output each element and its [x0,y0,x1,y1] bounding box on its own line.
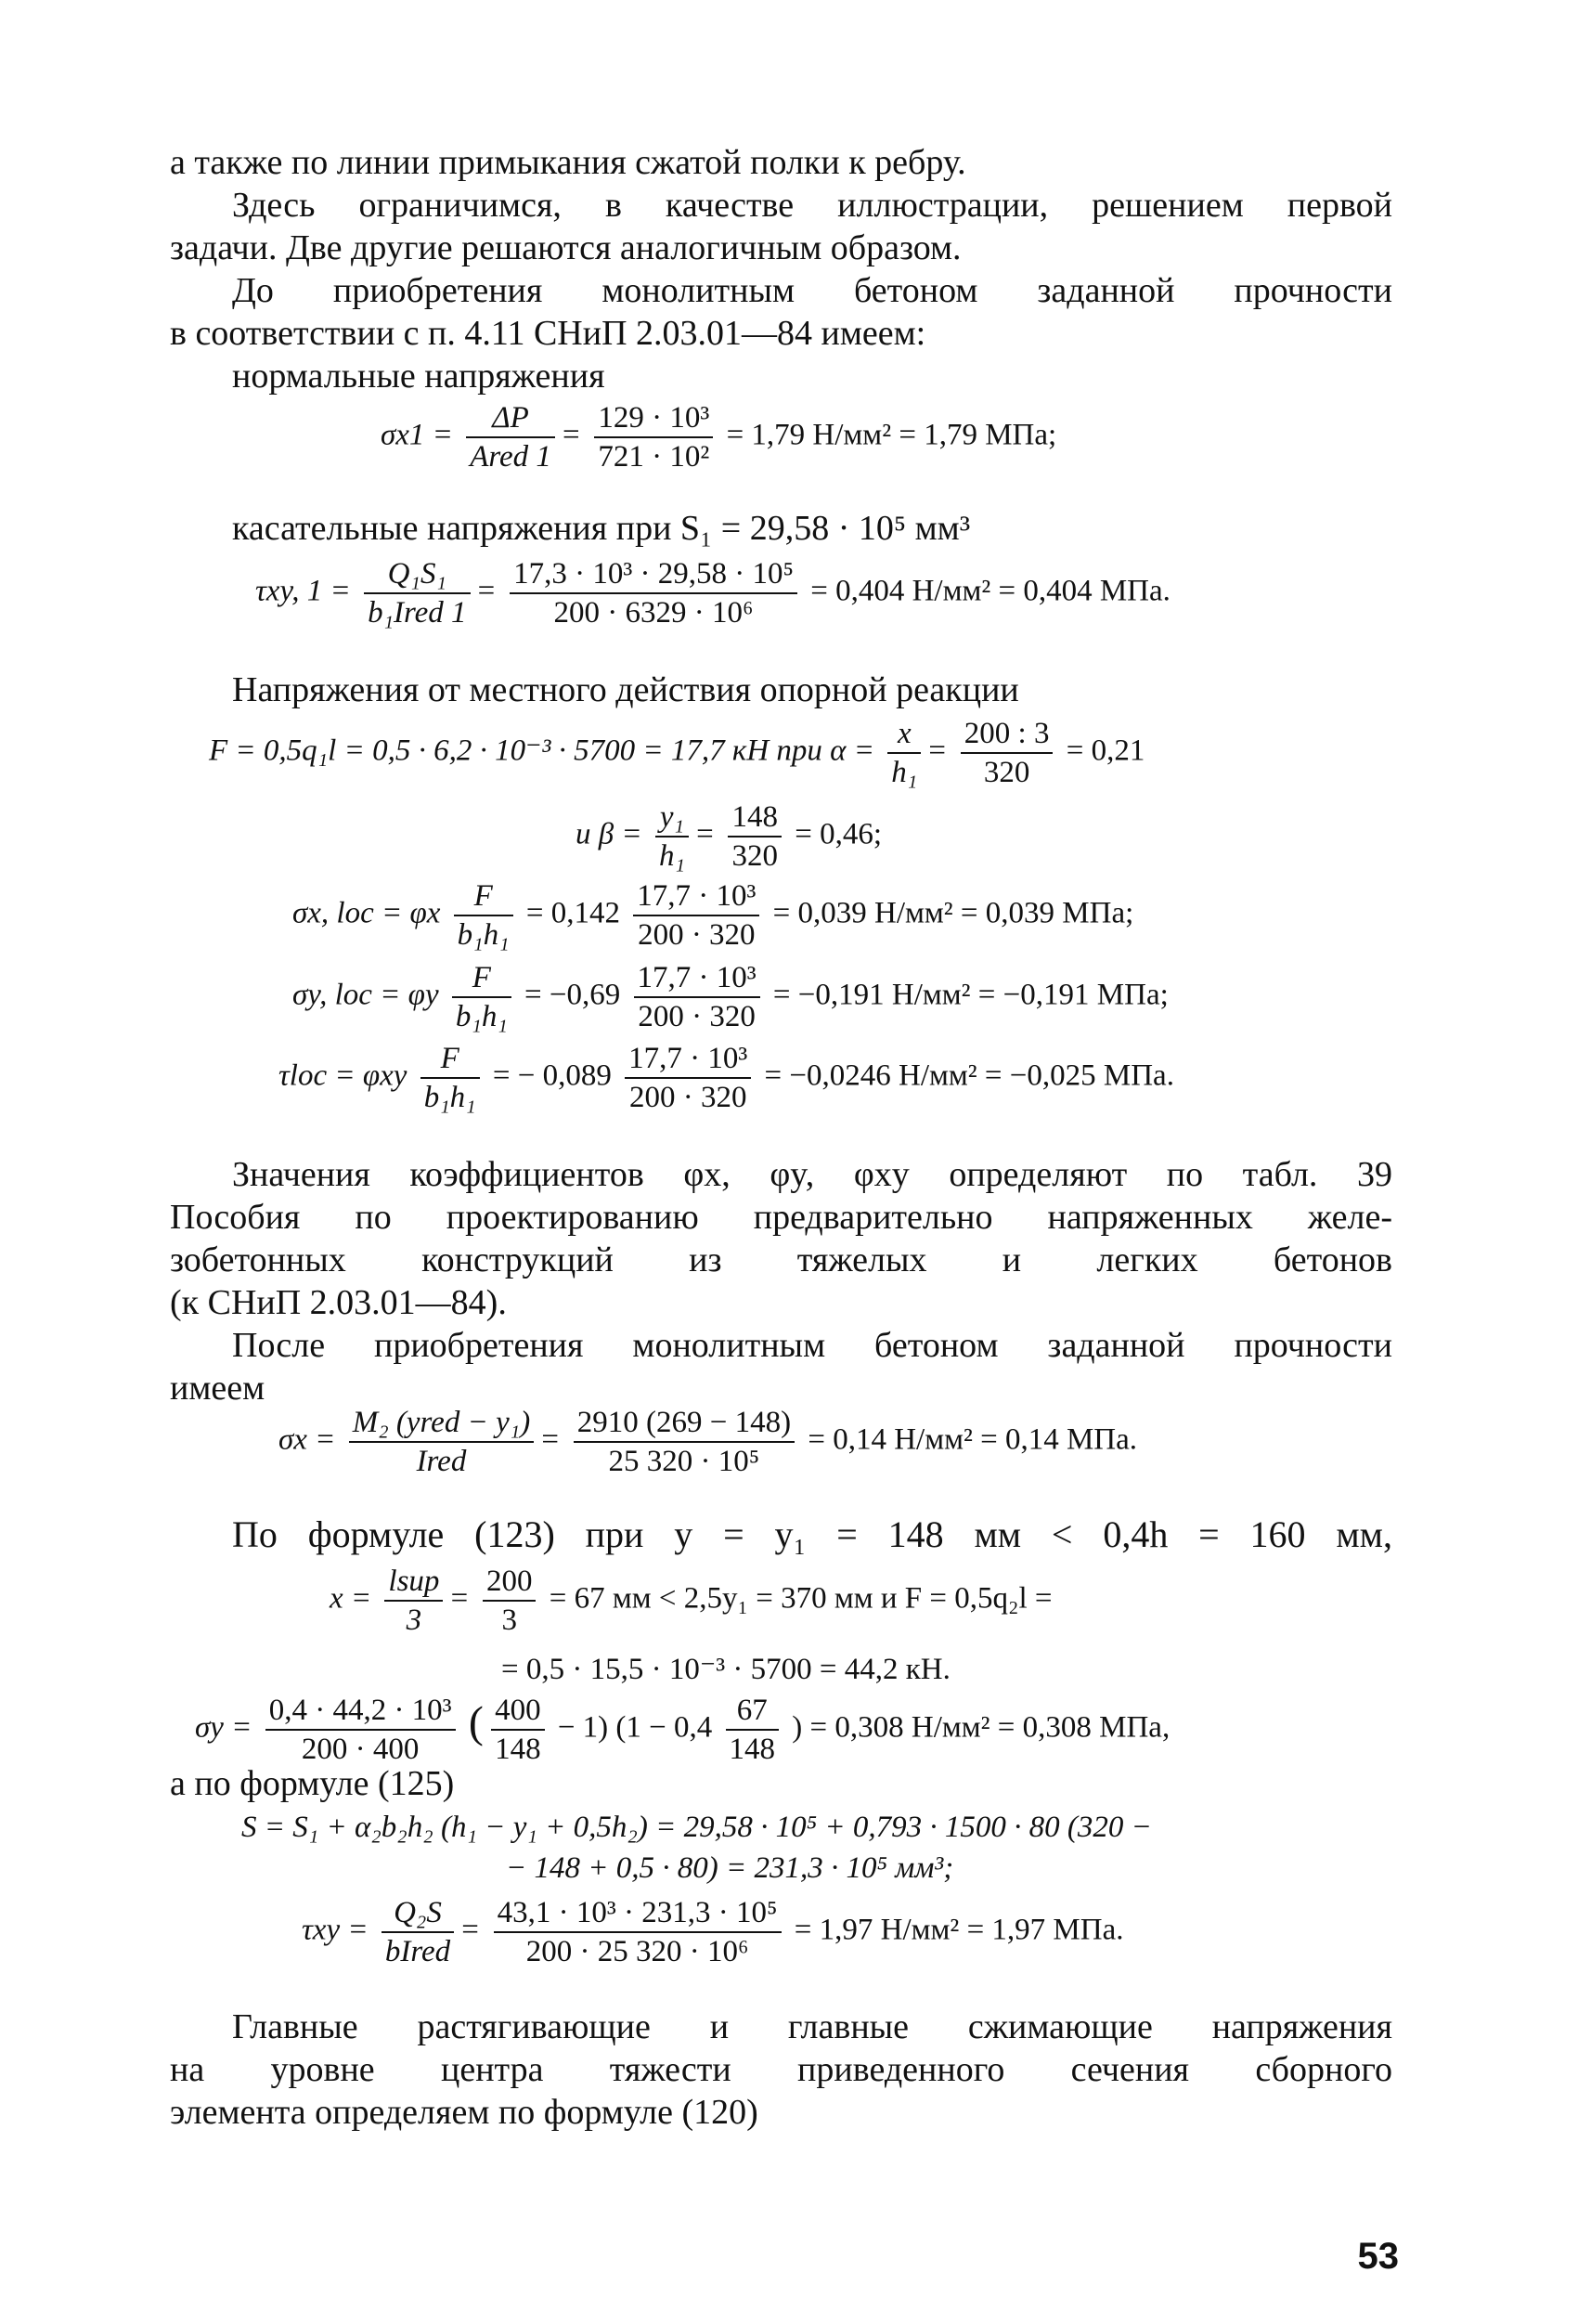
fraction [491,1692,545,1768]
numerator: F [420,1040,480,1079]
formula-S-continuation: − 148 + 0,5 · 80) = 231,3 · 10⁵ мм³; [506,1851,954,1885]
denominator: 3 [501,1603,517,1637]
formula-S: S = S₁ + α₂b₂h₂ (h₁ − y₁ + 0,5h₂) = 29,58 · 10⁵ + 0,793 · 1500 · 80 (320 − [241,1811,1152,1844]
paragraph-line: в соответствии с п. 4.11 СНиП 2.03.01—84 имеем: [170,314,926,353]
fraction [494,1894,782,1970]
denominator: 200 · 400 [301,1733,420,1766]
paragraph-line: а по формуле (125) [170,1764,455,1803]
page-number: 53 [1357,2236,1399,2277]
numerator: x [887,715,921,754]
formula-sigma-x: σx = $\frac{\text{M₂ (yred − y₁)}}{\text{Ired}}$ = $\frac{2910 (269 - 148)}{\text{25 320 · 10⁵}}$ = 0,14 Н/мм² = 0,14 МПа. [278,1406,1138,1478]
numerator: lsup [384,1563,443,1602]
numerator: 129 · 10³ [594,399,713,438]
numerator: ΔP [466,399,555,438]
denominator: 200 · 320 [628,1081,747,1114]
denominator: 200 · 25 320 · 10⁶ [525,1935,749,1968]
formula-tau-xy: τxy = $\frac{\text{Q₂S}}{\text{bIred}}$ = $\frac{\text{43,1 · 10³ · 231,3 · 10⁵}}{\text{200 · 25 320 · 10⁶}}$ = 1,97 Н/мм² = 1,97 МПа. [302,1896,1124,1968]
paragraph-line: нормальные напряжения [232,357,605,396]
fraction [364,555,470,631]
denominator: b₁h₁ [423,1081,476,1114]
paragraph-line: касательные напряжения при S₁ = 29,58 · 10⁵ мм³ [232,509,971,548]
fraction [420,1040,480,1116]
denominator: 148 [495,1733,541,1766]
paragraph-line: Пособия по проектированию предварительно напряженных желе- [170,1198,1392,1237]
numerator: 43,1 · 10³ · 231,3 · 10⁵ [494,1894,782,1933]
formula-rhs: = 0,46; [795,817,883,851]
fraction [594,399,713,475]
denominator: h₁ [658,839,685,873]
paragraph-line: на уровне центра тяжести приведенного сечения сборного [170,2050,1392,2089]
denominator: b₁h₁ [455,1000,508,1033]
fraction [382,1894,454,1970]
numerator: 200 [483,1563,537,1602]
fraction [483,1563,537,1639]
paragraph-line: После приобретения монолитным бетоном заданной прочности [232,1326,1392,1365]
formula-lhs: τxy = [302,1913,369,1947]
formula-mid: = − 0,089 [492,1058,612,1093]
numerator: 17,7 · 10³ [633,877,759,916]
numerator: 148 [728,798,782,837]
numerator: F [454,877,513,916]
fraction [625,1040,751,1116]
formula-beta: и β = $\frac{\text{y₁}}{\text{h₁}}$ = $\frac{148}{320}$ = 0,46; [576,800,883,873]
formula-rhs: ) = 0,308 Н/мм² = 0,308 МПа, [792,1710,1171,1745]
paragraph-line: элемента определяем по формуле (120) [170,2093,758,2132]
numerator: 0,4 · 44,2 · 10³ [265,1692,456,1731]
numerator: Q₁S₁ [364,555,470,594]
formula-sigma-x1: σx1 = $\frac{\Delta P}{\text{Ared 1}}$ = $\frac{\text{129 · 10³}}{\text{721 · 10²}}$ = 1,79 Н/мм² = 1,79 МПа; [381,401,1057,474]
numerator: 17,7 · 10³ [634,959,760,998]
formula-sigma-y [195,1692,1170,1768]
denominator: 25 320 · 10⁵ [608,1445,760,1478]
denominator: 200 · 6329 · 10⁶ [553,596,754,630]
numerator: 200 : 3 [961,715,1054,754]
fraction [728,798,782,875]
numerator: y₁ [655,798,689,837]
formula-tau-xy1: τxy, 1 = $\frac{\text{Q₁S₁}}{\text{b₁Ired 1}}$ = $\frac{\text{17,3 · 10³ · 29,58 · 10⁵}}{\text{200 · 6329 · 10⁶}}$ = 0,404 Н/мм² = 0,404 МПа. [255,557,1171,630]
denominator: 320 [731,839,778,873]
paragraph-line: По формуле (123) при y = y₁ = 148 мм < 0,4h = 160 мм, [232,1513,1392,1555]
numerator: 17,3 · 10³ · 29,58 · 10⁵ [510,555,797,594]
formula-rhs: = 0,404 Н/мм² = 0,404 МПа. [810,574,1171,608]
denominator: 200 · 320 [638,918,756,952]
numerator: M₂ (yred − y₁) [349,1404,535,1443]
formula-sigma-y-loc [292,959,1169,1035]
formula-lhs: τxy, 1 = [255,574,351,608]
fraction [961,715,1054,791]
formula-rhs: = 67 мм < 2,5y₁ = 370 мм и F = 0,5q₂l = [549,1581,1053,1616]
fraction [466,399,555,475]
fraction [510,555,797,631]
fraction [633,877,759,954]
denominator: 3 [406,1603,422,1637]
formula-lhs: σx = [278,1422,336,1457]
formula-lhs: F = 0,5q₁l = 0,5 · 6,2 · 10⁻³ · 5700 = 17,7 кН при α = [209,734,875,768]
paragraph-line: а также по линии примыкания сжатой полки к ребру. [170,143,966,182]
formula-lhs: x = [330,1581,372,1616]
paragraph-line: Здесь ограничимся, в качестве иллюстрации, решением первой [232,186,1392,225]
formula-mid: − 1) (1 − 0,4 [557,1710,713,1745]
formula-lhs: σy, loc = φy [292,978,439,1012]
fraction [574,1404,795,1480]
fraction [452,959,511,1035]
denominator: h₁ [891,756,918,789]
denominator: 320 [983,756,1030,789]
paragraph-line: Значения коэффициентов φx, φy, φxy определяют по табл. 39 [232,1155,1392,1194]
fraction [726,1692,780,1768]
denominator: b₁Ired 1 [368,596,467,630]
formula-rhs: = −0,0246 Н/мм² = −0,025 МПа. [764,1058,1174,1093]
paragraph-line: имеем [170,1369,265,1408]
numerator: F [452,959,511,998]
fraction [384,1563,443,1639]
paragraph-line: (к СНиП 2.03.01—84). [170,1283,507,1322]
numerator: 67 [726,1692,780,1731]
denominator: 148 [729,1733,776,1766]
formula-rhs: = 0,14 Н/мм² = 0,14 МПа. [808,1422,1138,1457]
paragraph-line: Главные растягивающие и главные сжимающие напряжения [232,2007,1392,2046]
denominator: bIred [384,1935,451,1968]
formula-lhs: σy = [195,1710,252,1745]
formula-F-continuation: = 0,5 · 15,5 · 10⁻³ · 5700 = 44,2 кН. [501,1653,951,1686]
formula-rhs: = 1,97 Н/мм² = 1,97 МПа. [794,1913,1124,1947]
denominator: b₁h₁ [457,918,510,952]
denominator: 721 · 10² [598,440,710,474]
paragraph-line: Напряжения от местного действия опорной реакции [232,670,1019,709]
formula-lhs: τloc = φxy [278,1058,407,1093]
fraction [655,798,689,875]
fraction [887,715,921,791]
formula-lhs: σx, loc = φx [292,896,441,930]
paragraph-line: зобетонных конструкций из тяжелых и легких бетонов [170,1240,1392,1279]
fraction [634,959,760,1035]
fraction [349,1404,535,1480]
paragraph-line: До приобретения монолитным бетоном заданной прочности [232,271,1392,310]
numerator: 400 [491,1692,545,1731]
denominator: Ared 1 [470,440,551,474]
formula-sigma-x-loc [292,877,1133,954]
numerator: 2910 (269 − 148) [574,1404,795,1443]
numerator: 17,7 · 10³ [625,1040,751,1079]
formula-rhs: = 0,039 Н/мм² = 0,039 МПа; [772,896,1134,930]
formula-rhs: = 1,79 Н/мм² = 1,79 МПа; [726,418,1057,452]
formula-x: x = $\frac{\text{lsup}}{3}$ = $\frac{200}{3}$ = 67 мм < 2,5y₁ = 370 мм и F = 0,5q₂l = [330,1564,1053,1637]
paragraph-line: задачи. Две другие решаются аналогичным образом. [170,228,962,267]
formula-rhs: = −0,191 Н/мм² = −0,191 МПа; [772,978,1169,1012]
formula-mid: = −0,69 [524,978,621,1012]
paren: ( [468,1697,484,1747]
formula-tau-loc [278,1040,1174,1116]
numerator: Q₂S [382,1894,454,1933]
formula-mid: = 0,142 [525,896,620,930]
denominator: Ired [416,1445,467,1478]
fraction [265,1692,456,1768]
formula-support-reaction: F = 0,5q₁l = 0,5 · 6,2 · 10⁻³ · 5700 = 17,7 кН при α = $\frac{x}{\text{h₁}}$ = $\frac{200 : 3}{320}$ = 0,21 [209,717,1145,789]
formula-lhs: σx1 = [381,418,453,452]
formula-lhs: и β = [576,817,642,851]
formula-rhs: = 0,21 [1066,734,1145,768]
fraction [454,877,513,954]
denominator: 200 · 320 [638,1000,756,1033]
